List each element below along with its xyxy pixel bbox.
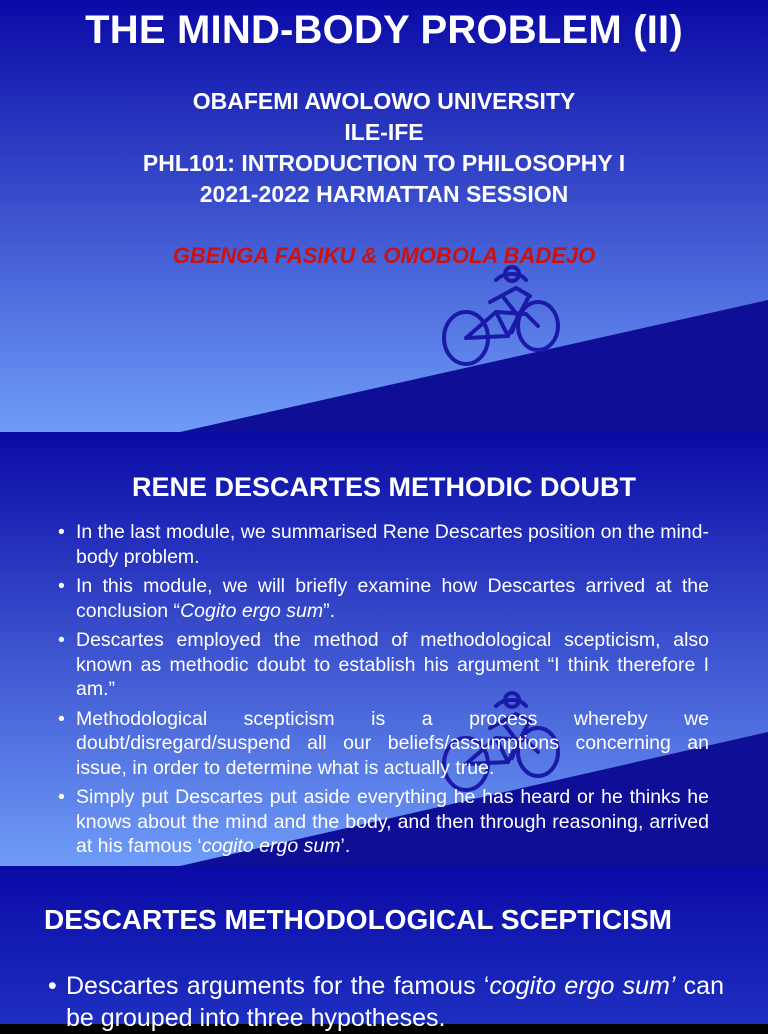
- course-title: PHL101: INTRODUCTION TO PHILOSOPHY I: [142, 150, 626, 176]
- list-item: • Simply put Descartes put aside everything he has heard or he thinks he knows about the mind and the body, and then through reasoning, arrived at his famous ‘cogito ergo sum’.: [58, 786, 709, 857]
- cyclist-icon: [438, 258, 564, 370]
- university-name: OBAFEMI AWOLOWO UNIVERSITY: [192, 88, 576, 114]
- bullet-dot: •: [48, 972, 57, 1000]
- slide-1-background: [0, 0, 768, 432]
- slide-1: [0, 0, 768, 432]
- session: 2021-2022 HARMATTAN SESSION: [199, 181, 569, 207]
- list-item: • In the last module, we summarised Rene Descartes position on the mind-body problem.: [58, 521, 709, 568]
- slide-1-title: THE MIND-BODY PROBLEM (II): [85, 8, 683, 52]
- list-item: • Descartes arguments for the famous ‘cogito ergo sum’ can be grouped into three hypotheses.: [48, 972, 724, 1032]
- slide-3-title: DESCARTES METHODOLOGICAL SCEPTICISM: [44, 904, 672, 935]
- authors: GBENGA FASIKU & OMOBOLA BADEJO: [172, 243, 596, 268]
- bullet-dot: •: [58, 707, 65, 730]
- list-item: • Descartes employed the method of methodological scepticism, also known as methodic doubt to establish his argument “I think therefore I am.”: [58, 629, 709, 700]
- course-info: [0, 86, 768, 210]
- slide-2-title: RENE DESCARTES METHODIC DOUBT: [131, 472, 637, 502]
- bullet-dot: •: [58, 629, 65, 651]
- bullet-dot: •: [58, 521, 65, 543]
- slide-2-bullet-list: [58, 520, 709, 864]
- location: ILE-IFE: [344, 119, 424, 145]
- slide-3-bullet-list: [48, 970, 724, 1034]
- list-item: • In this module, we will briefly examine how Descartes arrived at the conclusion “Cogito ergo sum”.: [58, 575, 709, 622]
- list-item: • Methodological scepticism is a process whereby we doubt/disregard/suspend all our beliefs/assumptions concerning an issue, in order to determine what is actually true.: [58, 707, 709, 779]
- bullet-dot: •: [58, 575, 65, 597]
- bullet-dot: •: [58, 786, 65, 808]
